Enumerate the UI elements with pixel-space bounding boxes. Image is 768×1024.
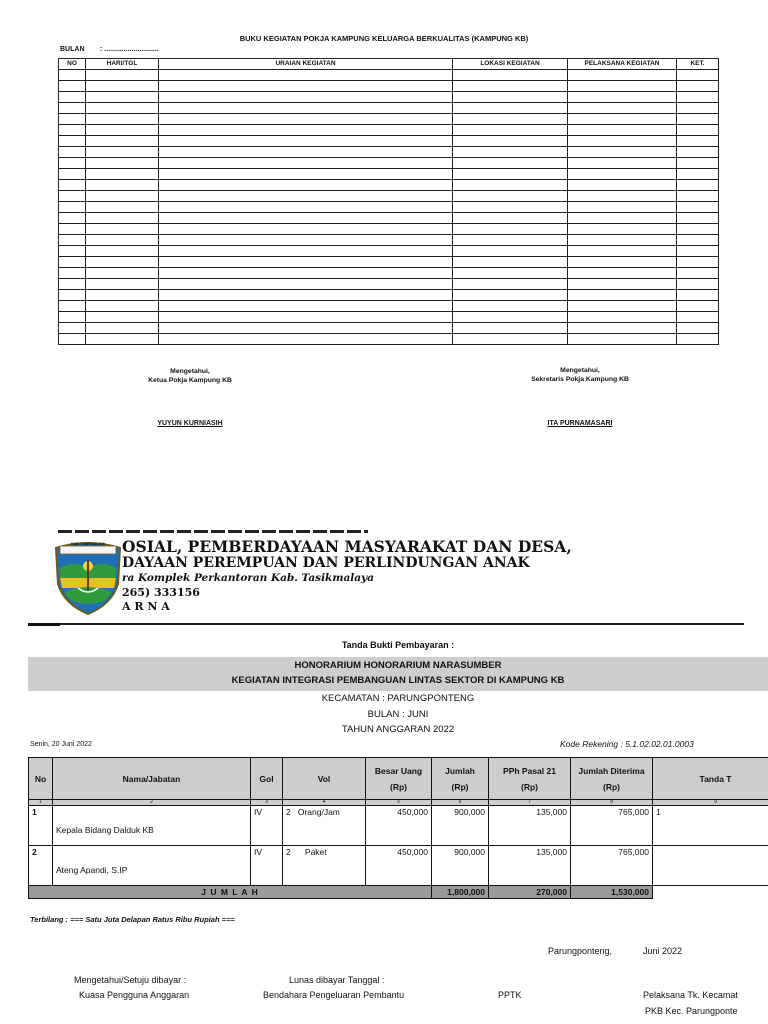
row-gol: IV (251, 806, 283, 846)
total-row (29, 886, 768, 899)
ledger-empty-cell (86, 169, 159, 180)
footer-bendahara: Bendahara Pengeluaran Pembantu (263, 990, 405, 1000)
ledger-empty-cell (677, 180, 719, 191)
ledger-empty-cell (677, 213, 719, 224)
ledger-empty-cell (159, 169, 453, 180)
ledger-empty-cell (568, 191, 677, 202)
row-vol (283, 806, 366, 846)
ledger-header-row (59, 59, 719, 70)
ledger-empty-cell (86, 81, 159, 92)
ledger-empty-cell (677, 136, 719, 147)
ledger-empty-cell (677, 290, 719, 301)
ledger-empty-cell (59, 103, 86, 114)
row-besar: 450,000 (366, 806, 432, 846)
ledger-empty-cell (59, 70, 86, 81)
ledger-empty-cell (159, 114, 453, 125)
ledger-empty-cell (86, 268, 159, 279)
ledger-empty-cell (453, 158, 568, 169)
sig-left-line2: Ketua Pokja Kampung KB (148, 377, 232, 384)
ledger-empty-cell (159, 158, 453, 169)
ledger-col-pelaksana: PELAKSANA KEGIATAN (568, 59, 677, 70)
ledger-col-lokasi: LOKASI KEGIATAN (453, 59, 568, 70)
ledger-col-hari: HARI/TGL (86, 59, 159, 70)
sig-right-line1: Mengetahui, (560, 367, 600, 374)
total-jumlah: 1,800,000 (432, 886, 489, 899)
ledger-empty-cell (568, 169, 677, 180)
ledger-empty-row (59, 81, 719, 92)
letterhead-phone: 265) 333156 (122, 586, 200, 599)
ledger-empty-cell (453, 290, 568, 301)
ledger-empty-cell (59, 158, 86, 169)
ledger-empty-cell (159, 312, 453, 323)
ledger-empty-cell (677, 257, 719, 268)
ledger-empty-cell (453, 81, 568, 92)
ledger-col-ket: KET. (677, 59, 719, 70)
ledger-empty-row (59, 70, 719, 81)
ledger-empty-cell (59, 312, 86, 323)
ledger-empty-cell (568, 268, 677, 279)
ledger-empty-row (59, 114, 719, 125)
row-diterima: 765,000 (571, 806, 653, 846)
ledger-bulan (60, 46, 159, 53)
letterhead-rule-accent (28, 623, 60, 626)
ledger-empty-cell (453, 180, 568, 191)
col-no: No (29, 758, 53, 800)
ledger-col-no: NO (59, 59, 86, 70)
col-besar-uang-rp: (Rp) (390, 781, 407, 792)
colnum-6: 6 (432, 800, 489, 806)
ledger-empty-row (59, 246, 719, 257)
ledger-empty-cell (568, 114, 677, 125)
ledger-empty-cell (677, 312, 719, 323)
ledger-empty-cell (86, 70, 159, 81)
ledger-empty-cell (59, 202, 86, 213)
receipt-kecamatan: KECAMATAN : PARUNGPONTENG (321, 693, 475, 704)
ledger-empty-row (59, 180, 719, 191)
ledger-empty-cell (59, 92, 86, 103)
ledger-empty-cell (86, 312, 159, 323)
ledger-empty-cell (86, 301, 159, 312)
ledger-signature-left (110, 367, 270, 385)
ledger-empty-cell (159, 235, 453, 246)
ledger-empty-row (59, 323, 719, 334)
letterhead-cut-strip (58, 530, 368, 533)
ledger-empty-cell (159, 290, 453, 301)
ledger-empty-cell (568, 81, 677, 92)
ledger-empty-row (59, 257, 719, 268)
ledger-empty-cell (453, 224, 568, 235)
table-row (29, 846, 768, 886)
col-vol: Vol (283, 758, 366, 800)
receipt-title-1: HONORARIUM HONORARIUM NARASUMBER (294, 660, 502, 671)
terbilang: Terbilang : === Satu Juta Delapan Ratus Ribu Rupiah === (30, 915, 235, 924)
row-nama (53, 806, 251, 846)
ledger-empty-cell (568, 92, 677, 103)
ledger-empty-cell (568, 180, 677, 191)
ledger-empty-cell (59, 235, 86, 246)
ledger-empty-cell (568, 136, 677, 147)
ledger-empty-cell (677, 114, 719, 125)
ledger-empty-cell (568, 202, 677, 213)
month-year: Juni 2022 (643, 946, 683, 956)
sig-left-name: YUYUN KURNIASIH (157, 420, 223, 427)
ledger-empty-cell (677, 224, 719, 235)
ledger-empty-cell (59, 224, 86, 235)
ledger-empty-cell (159, 213, 453, 224)
ledger-empty-cell (159, 279, 453, 290)
col-diterima-rp: (Rp) (603, 781, 620, 792)
tanda-bukti: Tanda Bukti Pembayaran : (341, 640, 455, 650)
ledger-empty-cell (159, 301, 453, 312)
ledger-empty-cell (677, 246, 719, 257)
letterhead-line-1: OSIAL, PEMBERDAYAAN MASYARAKAT DAN DESA, (122, 537, 572, 556)
bulan-label: BULAN (60, 46, 85, 53)
ledger-empty-cell (453, 213, 568, 224)
receipt-table (28, 757, 768, 899)
row-vol-n: 2 (286, 847, 291, 857)
ledger-empty-row (59, 202, 719, 213)
ledger-empty-cell (159, 125, 453, 136)
ledger-empty-cell (453, 103, 568, 114)
ledger-empty-cell (59, 180, 86, 191)
ledger-empty-cell (59, 279, 86, 290)
ledger-empty-cell (159, 323, 453, 334)
col-besar-uang-label: Besar Uang (374, 765, 423, 776)
ledger-empty-cell (677, 202, 719, 213)
ledger-empty-cell (59, 301, 86, 312)
ledger-empty-cell (59, 81, 86, 92)
ledger-empty-cell (159, 224, 453, 235)
ledger-empty-cell (59, 191, 86, 202)
ledger-empty-cell (159, 70, 453, 81)
footer-kpa: Kuasa Pengguna Anggaran (79, 990, 190, 1000)
receipt-date: Senin, 20 Juni 2022 (30, 741, 92, 748)
row-tanda (653, 846, 768, 886)
ledger-empty-cell (86, 257, 159, 268)
table-row (29, 806, 768, 846)
colnum-8: 8 (571, 800, 653, 806)
ledger-empty-cell (453, 257, 568, 268)
col-jumlah (432, 758, 489, 800)
ledger-empty-row (59, 158, 719, 169)
ledger-empty-cell (453, 235, 568, 246)
sig-right-line2: Sekretaris Pokja Kampung KB (531, 376, 629, 383)
ledger-empty-cell (453, 169, 568, 180)
ledger-empty-cell (453, 147, 568, 158)
ledger-empty-cell (59, 136, 86, 147)
ledger-empty-cell (677, 268, 719, 279)
total-label: J U M L A H (29, 886, 432, 899)
ledger-empty-cell (59, 257, 86, 268)
col-pph-label: PPh Pasal 21 (503, 765, 556, 776)
total-pph: 270,000 (489, 886, 571, 899)
ledger-empty-cell (86, 290, 159, 301)
ledger-empty-cell (568, 323, 677, 334)
row-vol-unit: Paket (304, 847, 327, 857)
total-blank (653, 886, 768, 899)
row-no: 2 (29, 846, 53, 886)
ledger-signature-right (500, 366, 660, 384)
ledger-empty-cell (86, 114, 159, 125)
ledger-empty-cell (568, 312, 677, 323)
row-pph: 135,000 (489, 806, 571, 846)
ledger-empty-row (59, 191, 719, 202)
ledger-empty-cell (677, 323, 719, 334)
ledger-table (58, 58, 719, 345)
receipt-bulan: BULAN : JUNI (367, 709, 429, 720)
ledger-empty-cell (568, 301, 677, 312)
col-pph (489, 758, 571, 800)
row-jumlah: 900,000 (432, 806, 489, 846)
ledger-col-uraian: URAIAN KEGIATAN (159, 59, 453, 70)
ledger-empty-cell (59, 125, 86, 136)
ledger-empty-cell (159, 257, 453, 268)
col-nama: Nama/Jabatan (53, 758, 251, 800)
colnum-7: 7 (489, 800, 571, 806)
ledger-empty-cell (453, 70, 568, 81)
tasikmalaya-crest-icon (52, 538, 124, 616)
ledger-empty-cell (453, 301, 568, 312)
place-date: Parungponteng, (548, 946, 613, 956)
ledger-empty-cell (86, 125, 159, 136)
ledger-empty-row (59, 213, 719, 224)
footer-lunas: Lunas dibayar Tanggal : (289, 975, 385, 985)
letterhead-line-2: DAYAAN PEREMPUAN DAN PERLINDUNGAN ANAK (122, 555, 530, 571)
ledger-empty-cell (453, 114, 568, 125)
letterhead-city: A R N A (122, 600, 170, 613)
ledger-empty-cell (453, 279, 568, 290)
receipt-title-2: KEGIATAN INTEGRASI PEMBANGUAN LINTAS SEKTOR DI KAMPUNG KB (231, 675, 565, 686)
ledger-empty-row (59, 312, 719, 323)
ledger-empty-cell (59, 169, 86, 180)
ledger-empty-cell (159, 103, 453, 114)
ledger-empty-cell (159, 334, 453, 345)
ledger-empty-row (59, 92, 719, 103)
row-tanda: 1 (653, 806, 768, 846)
ledger-empty-cell (568, 290, 677, 301)
ledger-empty-row (59, 268, 719, 279)
ledger-empty-row (59, 136, 719, 147)
ledger-empty-row (59, 235, 719, 246)
ledger-empty-cell (677, 92, 719, 103)
ledger-empty-row (59, 334, 719, 345)
kode-rekening: Kode Rekening : 5.1.02.02.01.0003 (560, 739, 694, 749)
ledger-empty-cell (568, 279, 677, 290)
row-nama-text: Ateng Apandi, S.IP (56, 865, 128, 875)
colnum-1: 1 (29, 800, 53, 806)
ledger-empty-cell (453, 136, 568, 147)
footer-mengetahui: Mengetahui/Setuju dibayar : (74, 975, 187, 985)
sig-left-line1: Mengetahui, (170, 368, 210, 375)
ledger-empty-cell (86, 158, 159, 169)
ledger-empty-cell (568, 224, 677, 235)
ledger-empty-cell (159, 180, 453, 191)
ledger-empty-cell (59, 114, 86, 125)
ledger-empty-cell (59, 334, 86, 345)
ledger-empty-cell (86, 224, 159, 235)
ledger-empty-cell (59, 147, 86, 158)
footer-pptk: PPTK (498, 990, 522, 1000)
row-pph: 135,000 (489, 846, 571, 886)
row-vol-n: 2 (286, 807, 291, 817)
ledger-empty-cell (59, 290, 86, 301)
row-vol (283, 846, 366, 886)
ledger-empty-cell (677, 191, 719, 202)
colnum-2: 2 (53, 800, 251, 806)
ledger-empty-row (59, 147, 719, 158)
ledger-empty-cell (568, 257, 677, 268)
ledger-empty-row (59, 290, 719, 301)
ledger-empty-cell (86, 235, 159, 246)
ledger-empty-cell (86, 136, 159, 147)
ledger-empty-cell (453, 268, 568, 279)
ledger-empty-cell (86, 279, 159, 290)
ledger-empty-cell (677, 147, 719, 158)
ledger-empty-cell (677, 279, 719, 290)
ledger-empty-row (59, 103, 719, 114)
letterhead-address: ra Komplek Perkantoran Kab. Tasikmalaya (122, 572, 374, 584)
ledger-empty-cell (677, 301, 719, 312)
ledger-empty-cell (86, 147, 159, 158)
row-nama (53, 846, 251, 886)
ledger-empty-cell (568, 235, 677, 246)
sig-right-name: ITA PURNAMASARI (547, 420, 613, 427)
ledger-empty-cell (677, 70, 719, 81)
ledger-empty-cell (86, 103, 159, 114)
ledger-empty-cell (568, 147, 677, 158)
ledger-empty-cell (677, 334, 719, 345)
colnum-9: 9 (653, 800, 768, 806)
col-diterima-label: Jumlah Diterima (578, 765, 645, 776)
ledger-empty-cell (568, 70, 677, 81)
ledger-empty-cell (677, 169, 719, 180)
ledger-empty-cell (568, 246, 677, 257)
ledger-empty-cell (59, 246, 86, 257)
letterhead-rule (28, 623, 744, 625)
footer-pkb: PKB Kec. Parungponte (645, 1006, 738, 1016)
ledger-empty-row (59, 301, 719, 312)
ledger-empty-cell (159, 246, 453, 257)
ledger-empty-cell (453, 334, 568, 345)
ledger-empty-row (59, 279, 719, 290)
row-no: 1 (29, 806, 53, 846)
ledger-empty-cell (59, 213, 86, 224)
ledger-empty-cell (86, 334, 159, 345)
colnum-4: 4 (283, 800, 366, 806)
row-diterima: 765,000 (571, 846, 653, 886)
bulan-value: : ............................ (100, 46, 159, 53)
ledger-empty-cell (159, 202, 453, 213)
ledger-empty-cell (453, 312, 568, 323)
col-jumlah-rp: (Rp) (451, 781, 469, 792)
ledger-empty-cell (159, 92, 453, 103)
ledger-empty-cell (86, 191, 159, 202)
row-nama-text: Kepala Bidang Dalduk KB (56, 825, 154, 835)
row-jumlah: 900,000 (432, 846, 489, 886)
colnum-3: 3 (251, 800, 283, 806)
ledger-empty-cell (59, 323, 86, 334)
ledger-empty-cell (86, 180, 159, 191)
ledger-empty-cell (568, 158, 677, 169)
ledger-empty-cell (677, 235, 719, 246)
row-vol-unit: Orang/Jam (297, 807, 340, 817)
ledger-empty-cell (159, 81, 453, 92)
receipt-tahun: TAHUN ANGGARAN 2022 (341, 724, 455, 735)
ledger-empty-row (59, 169, 719, 180)
ledger-empty-cell (159, 147, 453, 158)
col-diterima (571, 758, 653, 800)
ledger-empty-cell (453, 92, 568, 103)
total-diterima: 1,530,000 (571, 886, 653, 899)
crest-label: KAB. TASIKMALAYA (70, 542, 106, 546)
ledger-empty-cell (453, 323, 568, 334)
ledger-empty-row (59, 224, 719, 235)
ledger-empty-row (59, 125, 719, 136)
ledger-empty-cell (677, 103, 719, 114)
ledger-empty-cell (159, 136, 453, 147)
receipt-header-row (29, 758, 768, 800)
ledger-empty-cell (453, 202, 568, 213)
ledger-empty-cell (159, 268, 453, 279)
colnum-5: 5 (366, 800, 432, 806)
footer-pelaksana: Pelaksana Tk. Kecamat (643, 990, 738, 1000)
ledger-empty-cell (677, 125, 719, 136)
col-besar-uang (366, 758, 432, 800)
ledger-empty-cell (86, 323, 159, 334)
ledger-empty-cell (568, 334, 677, 345)
col-jumlah-label: Jumlah (445, 765, 475, 776)
col-gol: Gol (251, 758, 283, 800)
ledger-empty-cell (677, 81, 719, 92)
ledger-empty-cell (159, 191, 453, 202)
ledger-empty-cell (86, 92, 159, 103)
ledger-title: BUKU KEGIATAN POKJA KAMPUNG KELUARGA BERKUALITAS (KAMPUNG KB) (239, 34, 529, 43)
ledger-empty-cell (568, 103, 677, 114)
ledger-empty-cell (86, 213, 159, 224)
col-tanda: Tanda T (653, 758, 768, 800)
ledger-empty-cell (568, 213, 677, 224)
ledger-empty-cell (453, 125, 568, 136)
ledger-empty-cell (568, 125, 677, 136)
ledger-empty-cell (677, 158, 719, 169)
row-gol: IV (251, 846, 283, 886)
ledger-empty-cell (59, 268, 86, 279)
ledger-empty-cell (453, 191, 568, 202)
ledger-empty-cell (86, 202, 159, 213)
ledger-empty-cell (86, 246, 159, 257)
row-besar: 450,000 (366, 846, 432, 886)
col-pph-rp: (Rp) (521, 781, 538, 792)
ledger-empty-cell (453, 246, 568, 257)
